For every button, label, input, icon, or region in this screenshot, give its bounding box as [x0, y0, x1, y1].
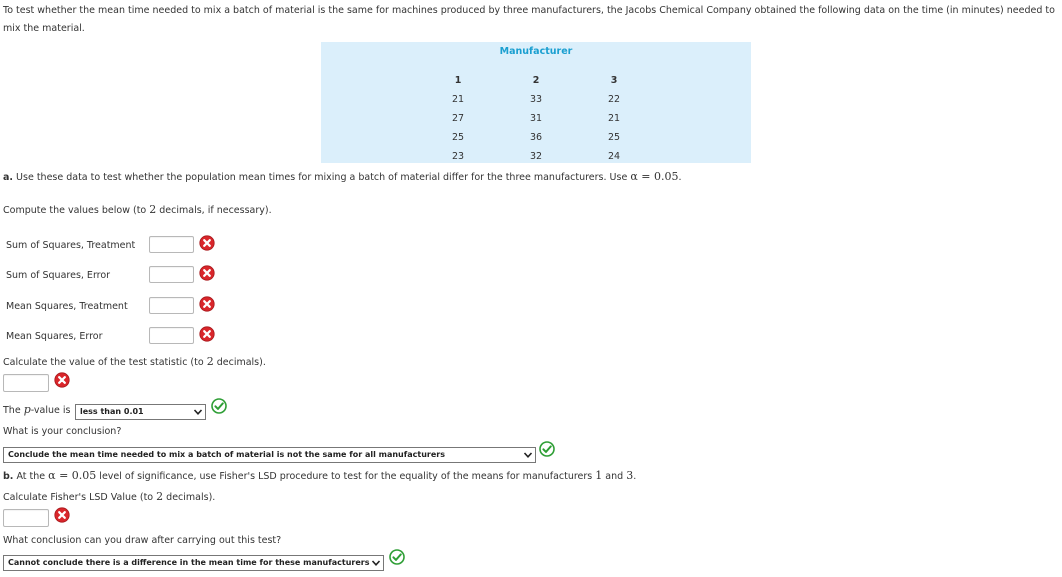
- table-cell: 23: [451, 151, 465, 162]
- column-header: 3: [610, 75, 618, 86]
- part-b-question: b. At the α = 0.05 level of significance, use Fisher's LSD procedure to test for the equality of the means for manufacturers 1 and 3.: [3, 469, 637, 482]
- chevron-down-icon: [523, 450, 533, 460]
- part-label: b.: [3, 471, 14, 482]
- x-circle-icon: [199, 235, 215, 251]
- test-statistic-input[interactable]: [3, 374, 49, 392]
- check-circle-icon: [389, 549, 405, 565]
- table-cell: 25: [607, 132, 621, 143]
- table-cell: 32: [529, 151, 543, 162]
- alpha-expression: α = 0.05: [630, 170, 679, 183]
- x-circle-icon: [199, 326, 215, 342]
- part-a-question: a. Use these data to test whether the population mean times for mixing a batch of material differ for the three manufacturers. Use α = 0.05.: [3, 170, 682, 183]
- table-column-2: [516, 71, 556, 166]
- x-circle-icon: [199, 265, 215, 281]
- table-column-3: [594, 71, 634, 166]
- column-header: 1: [454, 75, 462, 86]
- chevron-down-icon: [193, 407, 203, 417]
- table-cell: 25: [451, 132, 465, 143]
- check-circle-icon: [211, 398, 227, 414]
- table-column-1: [438, 71, 478, 166]
- lsd-value-input[interactable]: [3, 509, 49, 527]
- table-cell: 27: [451, 113, 465, 124]
- alpha-expression: α = 0.05: [48, 469, 97, 482]
- x-circle-icon: [54, 372, 70, 388]
- conclusion-b-question: What conclusion can you draw after carrying out this test?: [3, 535, 282, 546]
- ss-error-input[interactable]: [149, 266, 194, 283]
- table-cell: 21: [607, 113, 621, 124]
- table-cell: 24: [607, 151, 621, 162]
- compute-instruction: Compute the values below (to 2 decimals, if necessary).: [3, 203, 272, 216]
- field-label-ms-treatment: Mean Squares, Treatment: [6, 301, 128, 312]
- field-label-ss-treatment: Sum of Squares, Treatment: [6, 240, 136, 251]
- x-circle-icon: [54, 507, 70, 523]
- table-cell: 22: [607, 94, 621, 105]
- part-label: a.: [3, 172, 14, 183]
- problem-intro: To test whether the mean time needed to mix a batch of material is the same for machines produced by three manufacturers, the Jacobs Chemical Company obtained the following data on the time (in minutes) needed to mix the material.: [3, 5, 1055, 34]
- table-cell: 31: [529, 113, 543, 124]
- ms-treatment-input[interactable]: [149, 297, 194, 314]
- lsd-instruction: Calculate Fisher's LSD Value (to 2 decimals).: [3, 490, 216, 503]
- pvalue-select[interactable]: less than 0.01: [75, 404, 206, 420]
- check-circle-icon: [539, 441, 555, 457]
- chevron-down-icon: [371, 558, 381, 568]
- test-stat-instruction: Calculate the value of the test statistic (to 2 decimals).: [3, 355, 266, 368]
- conclusion-question: What is your conclusion?: [3, 426, 122, 437]
- ss-treatment-input[interactable]: [149, 236, 194, 253]
- pvalue-label: The p-value is: [3, 403, 71, 416]
- data-table: [321, 42, 751, 163]
- conclusion-select[interactable]: Conclude the mean time needed to mix a batch of material is not the same for all manufacturers: [3, 447, 536, 463]
- x-circle-icon: [199, 296, 215, 312]
- table-cell: 21: [451, 94, 465, 105]
- ms-error-input[interactable]: [149, 327, 194, 344]
- conclusion-b-select[interactable]: Cannot conclude there is a difference in the mean time for these manufacturers: [3, 555, 384, 571]
- table-cell: 33: [529, 94, 543, 105]
- column-header: 2: [532, 75, 540, 86]
- field-label-ms-error: Mean Squares, Error: [6, 331, 103, 342]
- table-group-header: Manufacturer: [499, 46, 573, 57]
- table-cell: 36: [529, 132, 543, 143]
- field-label-ss-error: Sum of Squares, Error: [6, 270, 111, 281]
